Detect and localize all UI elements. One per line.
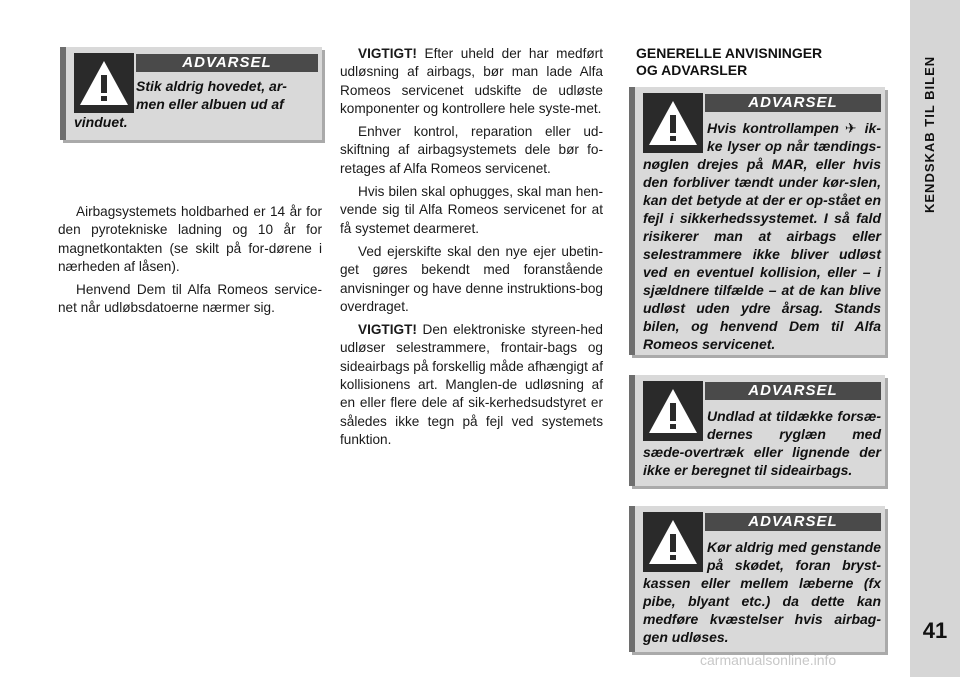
warning-text-body: Undlad at tildække forsæ-dernes ryglæn med sæde-overtræk eller lignende der ikke er beregnet til sideairbags. <box>643 408 881 478</box>
section-title-line-1: GENERELLE ANVISNINGER <box>636 45 823 61</box>
column-1-text <box>58 203 322 323</box>
warning-text-body: Kør aldrig med genstande på skødet, foran bryst-kassen eller mellem læberne (fx pibe, blyant etc.) da dette kan medføre kvæstelser hvis airbag-gen udløses. <box>643 539 881 645</box>
paragraph: Ved ejerskifte skal den nye ejer ubetin-get gøres bekendt med foranstående anvisninger og have denne instruktions-bog overdraget. <box>340 243 603 314</box>
chapter-label: KENDSKAB TIL BILEN <box>922 55 937 213</box>
paragraph: Airbagsystemets holdbarhed er 14 år for den pyrotekniske ladning og 10 år for magnetkontakten (se skilt på for-dørene i nærheden af låsen). <box>58 204 322 274</box>
warning-triangle-icon <box>74 53 134 113</box>
warning-text <box>136 77 318 113</box>
warning-header: ADVARSEL <box>136 54 318 72</box>
paragraph-text: Den elektroniske styreen-hed udløser selestrammere, frontair-bags og sideairbags på forskellig måde afhængigt af kollisionens art. Manglen-de udløsning af en eller flere dele af sik-kerhedsudstyret er således ikke tegn på fejl ved systemets funktion. <box>340 322 603 447</box>
warning-text <box>643 407 881 479</box>
warning-header: ADVARSEL <box>705 94 881 112</box>
warning-text-line-2: men eller albuen ud af <box>136 96 284 112</box>
section-title-line-2: OG ADVARSLER <box>636 62 748 78</box>
paragraph <box>340 321 603 449</box>
warning-text <box>643 538 881 646</box>
warning-text-tail: vinduet. <box>74 114 128 130</box>
warning-box-4 <box>629 506 885 652</box>
warning-text-line-1: Stik aldrig hovedet, ar- <box>136 78 287 94</box>
column-2-text <box>340 45 603 454</box>
paragraph-text: Efter uheld der har medført udløsning af airbags, bør man lade Alfa Romeos servicenet udskifte de udløste komponenter og kontrollere hele syste-met. <box>340 46 603 116</box>
paragraph: Henvend Dem til Alfa Romeos service-net når udløbsdatoerne nærmer sig. <box>58 282 322 316</box>
warning-header: ADVARSEL <box>705 513 881 531</box>
warning-text <box>643 119 881 353</box>
warning-text-body: Hvis kontrollampen ✈ ik-ke lyser op når tændings-nøglen drejes på MAR, eller hvis den forbliver tændt under kør-slen, kan det betyde at der er op-stået en fejl i sikkerhedssystemet. I så fald risikerer man at airbags eller selestrammere ikke bliver udløst ved en eventuel kollision, eller – i sjældnere tilfælde – at de kan blive udløst uden ydre årsag. Stands bilen, og henvend Dem til Alfa Romeos servicenet. <box>643 120 881 352</box>
warning-header: ADVARSEL <box>705 382 881 400</box>
paragraph: Enhver kontrol, reparation eller ud-skiftning af airbagsystemets dele bør fo-retages af Alfa Romeos servicenet. <box>340 124 603 176</box>
warning-box-3 <box>629 375 885 486</box>
section-title <box>636 45 876 79</box>
warning-box-1 <box>60 47 322 140</box>
paragraph <box>340 45 603 118</box>
important-label: VIGTIGT! <box>358 322 417 338</box>
warning-box-2 <box>629 87 885 355</box>
important-label: VIGTIGT! <box>358 46 417 61</box>
page-number: 41 <box>922 618 948 643</box>
paragraph: Hvis bilen skal ophugges, skal man hen-vende sig til Alfa Romeos servicenet for at få systemet dearmeret. <box>340 184 603 236</box>
watermark: carmanualsonline.info <box>700 652 837 668</box>
